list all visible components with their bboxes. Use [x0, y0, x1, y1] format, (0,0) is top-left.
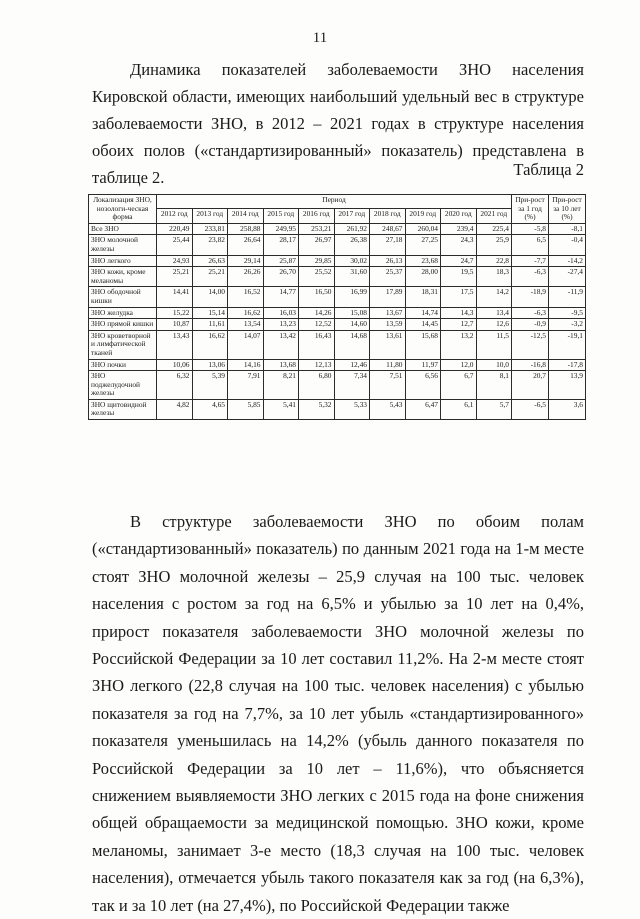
table-cell: 13,61	[370, 330, 406, 359]
growth-10y-cell: -14,2	[549, 255, 586, 267]
table-header-row	[89, 195, 586, 209]
body-paragraph	[92, 508, 584, 919]
table-cell: 16,43	[299, 330, 335, 359]
header-growth-10y: При-рост за 10 лет (%)	[549, 195, 586, 224]
table-row	[89, 223, 586, 235]
table-cell: 25,44	[157, 235, 193, 255]
table-cell: 13,4	[476, 307, 512, 319]
table-cell: 248,67	[370, 223, 406, 235]
table-cell: 8,21	[263, 371, 299, 400]
table-cell: 14,26	[299, 307, 335, 319]
table-cell: 24,93	[157, 255, 193, 267]
table-cell: 11,61	[192, 319, 228, 331]
table-cell: 25,21	[157, 267, 193, 287]
row-label: ЗНО легкого	[89, 255, 157, 267]
table-cell: 253,21	[299, 223, 335, 235]
page-number: 11	[312, 30, 328, 46]
table-cell: 25,21	[192, 267, 228, 287]
table-cell: 14,16	[228, 359, 264, 371]
table-row	[89, 255, 586, 267]
header-year: 2017 год	[334, 209, 370, 223]
header-year: 2013 год	[192, 209, 228, 223]
row-label: ЗНО поджелудочной железы	[89, 371, 157, 400]
header-year: 2018 год	[370, 209, 406, 223]
table-cell: 12,13	[299, 359, 335, 371]
table-cell: 26,97	[299, 235, 335, 255]
header-localization: Локализация ЗНО, нозологи-ческая форма	[89, 195, 157, 224]
table-cell: 29,14	[228, 255, 264, 267]
table-cell: 6,32	[157, 371, 193, 400]
table-cell: 16,62	[192, 330, 228, 359]
growth-1y-cell: -5,8	[512, 223, 549, 235]
header-growth-1y: При-рост за 1 год (%)	[512, 195, 549, 224]
table-cell: 10,0	[476, 359, 512, 371]
growth-1y-cell: -12,5	[512, 330, 549, 359]
growth-10y-cell: -0,4	[549, 235, 586, 255]
growth-10y-cell: -19,1	[549, 330, 586, 359]
table-cell: 225,4	[476, 223, 512, 235]
table-cell: 5,39	[192, 371, 228, 400]
growth-1y-cell: 20,7	[512, 371, 549, 400]
table-cell: 25,87	[263, 255, 299, 267]
table-cell: 29,85	[299, 255, 335, 267]
header-year: 2016 год	[299, 209, 335, 223]
table-cell: 14,3	[441, 307, 477, 319]
table-row	[89, 399, 586, 419]
table-cell: 23,82	[192, 235, 228, 255]
growth-10y-cell: 13,9	[549, 371, 586, 400]
growth-1y-cell: -6,5	[512, 399, 549, 419]
table-cell: 5,7	[476, 399, 512, 419]
table-cell: 11,80	[370, 359, 406, 371]
table-cell: 260,04	[405, 223, 441, 235]
growth-10y-cell: -17,8	[549, 359, 586, 371]
row-label: ЗНО прямой кишки	[89, 319, 157, 331]
table-cell: 6,56	[405, 371, 441, 400]
growth-10y-cell: -11,9	[549, 287, 586, 307]
table-cell: 13,67	[370, 307, 406, 319]
table-cell: 23,68	[405, 255, 441, 267]
table-cell: 6,1	[441, 399, 477, 419]
table-cell: 24,3	[441, 235, 477, 255]
table-cell: 14,07	[228, 330, 264, 359]
table-cell: 18,31	[405, 287, 441, 307]
row-label: ЗНО молочной железы	[89, 235, 157, 255]
growth-1y-cell: -6,3	[512, 307, 549, 319]
table-cell: 15,68	[405, 330, 441, 359]
table-cell: 5,32	[299, 399, 335, 419]
table-row	[89, 330, 586, 359]
header-year: 2014 год	[228, 209, 264, 223]
table-cell: 6,47	[405, 399, 441, 419]
table-cell: 4,82	[157, 399, 193, 419]
table-cell: 261,92	[334, 223, 370, 235]
growth-1y-cell: -18,9	[512, 287, 549, 307]
table-cell: 14,00	[192, 287, 228, 307]
table-cell: 13,59	[370, 319, 406, 331]
row-label: ЗНО ободочной кишки	[89, 287, 157, 307]
table-row	[89, 359, 586, 371]
table-cell: 12,46	[334, 359, 370, 371]
incidence-table	[88, 194, 586, 420]
table-cell: 10,06	[157, 359, 193, 371]
table-cell: 16,62	[228, 307, 264, 319]
table-cell: 17,89	[370, 287, 406, 307]
table-cell: 13,54	[228, 319, 264, 331]
table-cell: 30,02	[334, 255, 370, 267]
table-cell: 31,60	[334, 267, 370, 287]
row-label: ЗНО желудка	[89, 307, 157, 319]
table-cell: 5,33	[334, 399, 370, 419]
table-cell: 239,4	[441, 223, 477, 235]
table-cell: 12,0	[441, 359, 477, 371]
table-cell: 249,95	[263, 223, 299, 235]
table-row	[89, 287, 586, 307]
table-cell: 16,99	[334, 287, 370, 307]
table-cell: 25,52	[299, 267, 335, 287]
table-cell: 5,85	[228, 399, 264, 419]
table-cell: 7,91	[228, 371, 264, 400]
table-cell: 6,80	[299, 371, 335, 400]
row-label: Все ЗНО	[89, 223, 157, 235]
growth-10y-cell: -3,2	[549, 319, 586, 331]
row-label: ЗНО кожи, кроме меланомы	[89, 267, 157, 287]
table-cell: 11,5	[476, 330, 512, 359]
table-cell: 16,03	[263, 307, 299, 319]
growth-1y-cell: -7,7	[512, 255, 549, 267]
table-cell: 13,06	[192, 359, 228, 371]
header-year: 2020 год	[441, 209, 477, 223]
table-cell: 7,51	[370, 371, 406, 400]
table-cell: 15,08	[334, 307, 370, 319]
table-cell: 17,5	[441, 287, 477, 307]
table-cell: 13,43	[157, 330, 193, 359]
table-caption: Таблица 2	[513, 160, 584, 179]
table-cell: 13,23	[263, 319, 299, 331]
header-year: 2021 год	[476, 209, 512, 223]
row-label: ЗНО щитовидной железы	[89, 399, 157, 419]
table-cell: 25,9	[476, 235, 512, 255]
table-cell: 4,65	[192, 399, 228, 419]
growth-1y-cell: 6,5	[512, 235, 549, 255]
table-cell: 16,50	[299, 287, 335, 307]
table-cell: 26,13	[370, 255, 406, 267]
table-cell: 11,97	[405, 359, 441, 371]
table-cell: 5,43	[370, 399, 406, 419]
table-cell: 26,70	[263, 267, 299, 287]
growth-10y-cell: -9,5	[549, 307, 586, 319]
table-cell: 220,49	[157, 223, 193, 235]
table-cell: 14,68	[334, 330, 370, 359]
table-row	[89, 267, 586, 287]
row-label: ЗНО кроветворной и лимфатической тканей	[89, 330, 157, 359]
row-label: ЗНО почки	[89, 359, 157, 371]
table-row	[89, 319, 586, 331]
table-cell: 28,00	[405, 267, 441, 287]
table-years-row	[89, 209, 586, 223]
table-cell: 14,41	[157, 287, 193, 307]
growth-10y-cell: 3,6	[549, 399, 586, 419]
table-cell: 14,2	[476, 287, 512, 307]
table-cell: 19,5	[441, 267, 477, 287]
table-cell: 12,7	[441, 319, 477, 331]
table-cell: 18,3	[476, 267, 512, 287]
table-cell: 13,2	[441, 330, 477, 359]
table-cell: 24,7	[441, 255, 477, 267]
table-cell: 14,60	[334, 319, 370, 331]
table-cell: 6,7	[441, 371, 477, 400]
table-cell: 5,41	[263, 399, 299, 419]
table-cell: 26,64	[228, 235, 264, 255]
growth-1y-cell: -0,9	[512, 319, 549, 331]
table-cell: 25,37	[370, 267, 406, 287]
table-cell: 27,25	[405, 235, 441, 255]
table-cell: 258,88	[228, 223, 264, 235]
table-cell: 233,81	[192, 223, 228, 235]
header-year: 2019 год	[405, 209, 441, 223]
table-cell: 13,68	[263, 359, 299, 371]
table-cell: 27,18	[370, 235, 406, 255]
table-cell: 14,77	[263, 287, 299, 307]
table-row	[89, 307, 586, 319]
table-cell: 22,8	[476, 255, 512, 267]
header-year: 2015 год	[263, 209, 299, 223]
table-cell: 15,22	[157, 307, 193, 319]
intro-paragraph: Динамика показателей заболеваемости ЗНО населения Кировской области, имеющих наибольший удельный вес в структуре заболеваемости ЗНО, в 2012 – 2021 годах в структуре населения обоих полов («стандартизированный» показатель) представлена в таблице 2.	[92, 60, 584, 187]
header-year: 2012 год	[157, 209, 193, 223]
table-row	[89, 235, 586, 255]
table-cell: 7,34	[334, 371, 370, 400]
table-cell: 28,17	[263, 235, 299, 255]
table-cell: 8,1	[476, 371, 512, 400]
body-paragraph-text: В структуре заболеваемости ЗНО по обоим полам («стандартизованный» показатель) по данным 2021 года на 1-м месте стоят ЗНО молочной железы – 25,9 случая на 100 тыс. человек населения с ростом за год на 6,5% и убылью за 10 лет на 0,4%, прирост показателя заболеваемости ЗНО молочной железы по Российской Федерации за 10 лет составил 11,2%. На 2-м месте стоят ЗНО легкого (22,8 случая на 100 тыс. человек населения) с убылью показателя за год на 7,7%, за 10 лет убыль «стандартизированного» показателя уменьшилась на 14,2% (убыль данного показателя по Российской Федерации за 10 лет – 11,6%), что объясняется снижением выявляемости ЗНО легких с 2015 года на фоне снижения общей обращаемости за медицинской помощью. ЗНО кожи, кроме меланомы, занимает 3-е место (18,3 случая на 100 тыс. человек населения), отмечается убыль такого показателя как за год (на 6,3%), так и за 10 лет (на 27,4%), по Российской Федерации также	[92, 512, 584, 915]
table-cell: 26,38	[334, 235, 370, 255]
table-cell: 12,6	[476, 319, 512, 331]
growth-10y-cell: -27,4	[549, 267, 586, 287]
table-cell: 12,52	[299, 319, 335, 331]
table-cell: 16,52	[228, 287, 264, 307]
table-cell: 26,26	[228, 267, 264, 287]
table-cell: 13,42	[263, 330, 299, 359]
table-row	[89, 371, 586, 400]
table-cell: 10,87	[157, 319, 193, 331]
growth-10y-cell: -8,1	[549, 223, 586, 235]
growth-1y-cell: -16,8	[512, 359, 549, 371]
table-cell: 14,45	[405, 319, 441, 331]
table-cell: 15,14	[192, 307, 228, 319]
table-cell: 26,63	[192, 255, 228, 267]
table-cell: 14,74	[405, 307, 441, 319]
growth-1y-cell: -6,3	[512, 267, 549, 287]
header-period: Период	[157, 195, 512, 209]
